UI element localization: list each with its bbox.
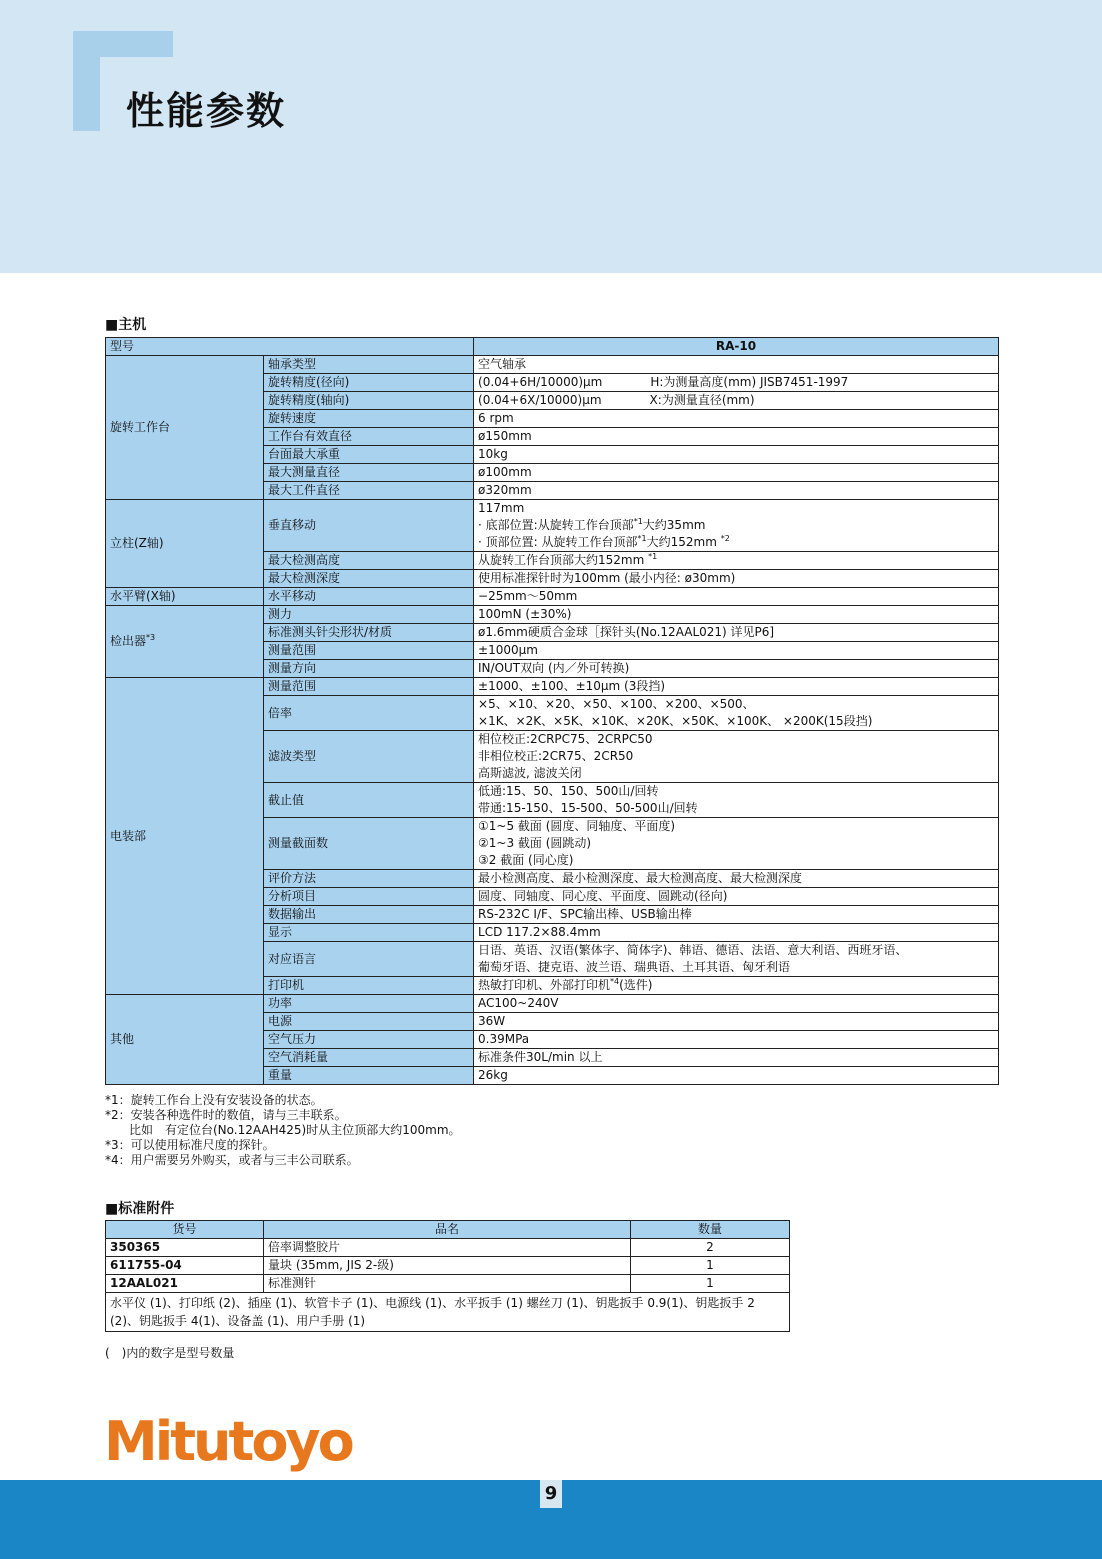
accessories-table xyxy=(105,1220,790,1332)
spec-value-line: 圆度、同轴度、同心度、平面度、圆跳动(径向) xyxy=(478,889,728,903)
spec-value-line: ②1~3 截面 (圆跳动) xyxy=(478,836,592,850)
col-name: 品名 xyxy=(264,1221,631,1239)
spec-label: 显示 xyxy=(264,924,474,942)
spec-value-line: ×1K、×2K、×5K、×10K、×20K、×50K、×100K、 ×200K(15段挡) xyxy=(478,714,873,728)
spec-value-line: 使用标准探针时为100mm (最小内径: ø30mm) xyxy=(478,571,736,585)
col-code: 货号 xyxy=(106,1221,264,1239)
spec-value-line: ×5、×10、×20、×50、×100、×200、×500、 xyxy=(478,697,755,711)
spec-group-label: 水平臂(X轴) xyxy=(106,588,264,606)
spec-value-line: 空气轴承 xyxy=(478,357,527,371)
footnote: *1：旋转工作台上没有安装设备的状态。 xyxy=(105,1093,323,1107)
spec-value-line: 36W xyxy=(478,1014,506,1028)
footnote: *3：可以使用标准尺度的探针。 xyxy=(105,1138,275,1152)
spec-value-line: ①1~5 截面 (圆度、同轴度、平面度) xyxy=(478,819,676,833)
spec-row xyxy=(106,606,999,624)
spec-value xyxy=(474,818,999,870)
spec-row xyxy=(106,500,999,552)
footnote: 比如 有定位台(No.12AAH425)时从主位顶部大约100mm。 xyxy=(105,1123,461,1137)
item-code: 12AAL021 xyxy=(106,1275,264,1293)
item-name: 量块 (35mm, JIS 2-级) xyxy=(264,1257,631,1275)
spec-label: 电源 xyxy=(264,1013,474,1031)
spec-label: 对应语言 xyxy=(264,942,474,977)
table-row xyxy=(106,1275,790,1293)
table-row xyxy=(106,1257,790,1275)
spec-value-line: 非相位校正:2CR75、2CR50 xyxy=(478,749,634,763)
spec-row xyxy=(106,356,999,374)
item-name: 倍率调整胶片 xyxy=(264,1239,631,1257)
spec-label: 台面最大承重 xyxy=(264,446,474,464)
spec-value-line: ±1000µm xyxy=(478,643,538,657)
spec-value-line: ø1.6mm硬质合金球［探针头(No.12AAL021) 详见P6] xyxy=(478,625,775,639)
col-qty: 数量 xyxy=(631,1221,790,1239)
spec-label: 工作台有效直径 xyxy=(264,428,474,446)
footnote: *4：用户需要另外购买，或者与三丰公司联系。 xyxy=(105,1153,359,1167)
spec-group-label: 旋转工作台 xyxy=(106,356,264,500)
spec-value-line: 0.39MPa xyxy=(478,1032,530,1046)
accessories-note: ( )内的数字是型号数量 xyxy=(105,1346,235,1360)
spec-label: 测量范围 xyxy=(264,678,474,696)
spec-value xyxy=(474,410,999,428)
spec-group-label: 其他 xyxy=(106,995,264,1085)
spec-value-line: (0.04+6H/10000)µm H:为测量高度(mm) JISB7451-1997 xyxy=(478,375,849,389)
spec-value xyxy=(474,500,999,552)
model-label: 型号 xyxy=(106,338,474,356)
spec-value-line: 相位校正:2CRPC75、2CRPC50 xyxy=(478,732,653,746)
spec-value-line: ③2 截面 (同心度) xyxy=(478,853,574,867)
spec-value-line: ø100mm xyxy=(478,465,532,479)
spec-value xyxy=(474,1013,999,1031)
spec-label: 测量方向 xyxy=(264,660,474,678)
spec-label: 标准测头针尖形状/材质 xyxy=(264,624,474,642)
spec-value xyxy=(474,1049,999,1067)
spec-value xyxy=(474,678,999,696)
spec-label: 空气消耗量 xyxy=(264,1049,474,1067)
spec-value-line: 葡萄牙语、捷克语、波兰语、瑞典语、土耳其语、匈牙利语 xyxy=(478,960,791,974)
spec-label: 滤波类型 xyxy=(264,731,474,783)
spec-value xyxy=(474,942,999,977)
spec-value xyxy=(474,570,999,588)
spec-value xyxy=(474,731,999,783)
spec-value-line: RS-232C I/F、SPC输出棒、USB输出棒 xyxy=(478,907,692,921)
spec-value-line: 热敏打印机、外部打印机$^{*4}$(选件) xyxy=(478,977,653,992)
spec-value-line: 高斯滤波, 滤波关闭 xyxy=(478,766,582,780)
spec-value xyxy=(474,1067,999,1085)
logo-text: Mitutoyo xyxy=(104,1410,352,1473)
item-name: 标准测针 xyxy=(264,1275,631,1293)
spec-label: 旋转速度 xyxy=(264,410,474,428)
spec-value-line: 日语、英语、汉语(繁体字、简体字)、韩语、德语、法语、意大利语、西班牙语、 xyxy=(478,943,908,957)
spec-label: 重量 xyxy=(264,1067,474,1085)
spec-value xyxy=(474,392,999,410)
spec-value xyxy=(474,995,999,1013)
spec-value xyxy=(474,356,999,374)
table-row xyxy=(106,1239,790,1257)
accessories-section-title: ■标准附件 xyxy=(105,1201,175,1217)
spec-value xyxy=(474,977,999,995)
spec-value xyxy=(474,588,999,606)
page-title: 性能参数 xyxy=(126,89,287,133)
spec-value-line: 100mN (±30%) xyxy=(478,607,572,621)
spec-label: 测量截面数 xyxy=(264,818,474,870)
footnotes xyxy=(105,1093,461,1168)
item-qty: 2 xyxy=(631,1239,790,1257)
item-code: 611755-04 xyxy=(106,1257,264,1275)
spec-label: 最大测量直径 xyxy=(264,464,474,482)
spec-value-line: · 底部位置:从旋转工作台顶部$^{*1}$大约35mm xyxy=(478,517,706,532)
spec-value-line: 从旋转工作台顶部大约152mm $^{*1}$ xyxy=(478,552,658,567)
spec-value xyxy=(474,870,999,888)
spec-label: 测力 xyxy=(264,606,474,624)
spec-value xyxy=(474,464,999,482)
spec-row xyxy=(106,995,999,1013)
spec-label: 功率 xyxy=(264,995,474,1013)
spec-value xyxy=(474,783,999,818)
spec-value-line: 117mm xyxy=(478,501,525,515)
spec-table xyxy=(105,337,999,1085)
spec-label: 截止值 xyxy=(264,783,474,818)
item-qty: 1 xyxy=(631,1257,790,1275)
spec-value xyxy=(474,642,999,660)
spec-value-line: 10kg xyxy=(478,447,508,461)
header-corner-accent-vertical xyxy=(73,31,100,131)
spec-label: 垂直移动 xyxy=(264,500,474,552)
page-number: 9 xyxy=(540,1480,562,1508)
model-name: RA-10 xyxy=(474,338,999,356)
accessories-extra: 水平仪 (1)、打印纸 (2)、插座 (1)、软管卡子 (1)、电源线 (1)、水平扳手 (1) 螺丝刀 (1)、钥匙扳手 0.9(1)、钥匙扳手 2 (2)、钥匙扳手 4(1)、设备盖 (1)、用户手册 (1) xyxy=(106,1293,790,1332)
spec-row xyxy=(106,678,999,696)
spec-value-line: 带通:15-150、15-500、50-500山/回转 xyxy=(478,801,698,815)
item-qty: 1 xyxy=(631,1275,790,1293)
accessories-extra-row xyxy=(106,1293,790,1332)
spec-label: 最大工件直径 xyxy=(264,482,474,500)
mitutoyo-logo xyxy=(104,1405,352,1475)
spec-value xyxy=(474,906,999,924)
spec-value xyxy=(474,888,999,906)
spec-value xyxy=(474,606,999,624)
spec-label: 旋转精度(径向) xyxy=(264,374,474,392)
spec-label: 评价方法 xyxy=(264,870,474,888)
spec-group-label: 立柱(Z轴) xyxy=(106,500,264,588)
spec-label: 最大检测深度 xyxy=(264,570,474,588)
spec-label: 分析项目 xyxy=(264,888,474,906)
spec-value xyxy=(474,660,999,678)
spec-value xyxy=(474,446,999,464)
accessories-header-row xyxy=(106,1221,790,1239)
spec-value-line: −25mm～50mm xyxy=(478,589,578,603)
spec-value xyxy=(474,482,999,500)
spec-label: 测量范围 xyxy=(264,642,474,660)
spec-group-label: 电装部 xyxy=(106,678,264,995)
item-code: 350365 xyxy=(106,1239,264,1257)
spec-value-line: ø320mm xyxy=(478,483,532,497)
spec-value-line: (0.04+6X/10000)µm X:为测量直径(mm) xyxy=(478,393,755,407)
spec-value-line: AC100~240V xyxy=(478,996,559,1010)
spec-value xyxy=(474,428,999,446)
spec-header-row xyxy=(106,338,999,356)
main-section-title: ■主机 xyxy=(105,317,147,333)
spec-value-line: 26kg xyxy=(478,1068,508,1082)
spec-label: 空气压力 xyxy=(264,1031,474,1049)
spec-value xyxy=(474,374,999,392)
spec-value-line: ±1000、±100、±10µm (3段挡) xyxy=(478,679,666,693)
spec-value xyxy=(474,696,999,731)
spec-group-label: 检出器$^{*3}$ xyxy=(106,606,264,678)
spec-label: 打印机 xyxy=(264,977,474,995)
spec-label: 旋转精度(轴向) xyxy=(264,392,474,410)
spec-label: 水平移动 xyxy=(264,588,474,606)
spec-label: 倍率 xyxy=(264,696,474,731)
spec-value xyxy=(474,1031,999,1049)
spec-value-line: · 顶部位置: 从旋转工作台顶部$^{*1}$大约152mm $^{*2}$ xyxy=(478,534,730,549)
spec-value-line: 低通:15、50、150、500山/回转 xyxy=(478,784,659,798)
spec-label: 轴承类型 xyxy=(264,356,474,374)
spec-row xyxy=(106,588,999,606)
spec-label: 最大检测高度 xyxy=(264,552,474,570)
spec-value-line: 标准条件30L/min 以上 xyxy=(478,1050,603,1064)
spec-value-line: 最小检测高度、最小检测深度、最大检测高度、最大检测深度 xyxy=(478,871,803,885)
spec-value xyxy=(474,624,999,642)
spec-value-line: IN/OUT双向 (内／外可转换) xyxy=(478,661,630,675)
spec-value xyxy=(474,552,999,570)
spec-label: 数据输出 xyxy=(264,906,474,924)
spec-value xyxy=(474,924,999,942)
spec-value-line: ø150mm xyxy=(478,429,532,443)
spec-value-line: LCD 117.2×88.4mm xyxy=(478,925,601,939)
spec-value-line: 6 rpm xyxy=(478,411,514,425)
footnote: *2：安装各种选件时的数值，请与三丰联系。 xyxy=(105,1108,347,1122)
